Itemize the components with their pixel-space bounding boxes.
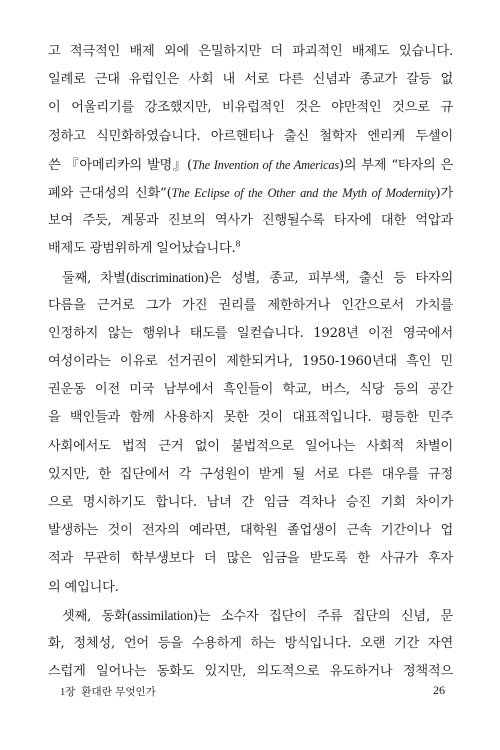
text-line — [48, 94, 453, 122]
text-run: 폐와 근대성의 신화”( — [48, 185, 172, 201]
text-run: 스럽게 일어나는 동화도 있지만, 의도적으로 유도하거나 정책적으 — [48, 664, 453, 680]
text-line — [48, 235, 453, 263]
text-run: )가 — [435, 185, 453, 201]
text-run: 이 어울리기를 강조했지만, 비유럽적인 것은 야만적인 것으로 규 — [48, 100, 453, 116]
text-run: 권운동 이전 미국 남부에서 흑인들이 학교, 버스, 식당 등의 공간 — [48, 382, 453, 398]
text-run: 적과 무관히 학부생보다 더 많은 임금을 받도록 한 사규가 후자 — [48, 551, 453, 567]
text-line — [48, 151, 453, 179]
italic-title: The Eclipse of the Other and the Myth of Modernity — [171, 185, 436, 200]
text-run: 으로 명시하기도 합니다. 남녀 간 임금 격차나 승진 기회 차이가 — [48, 495, 453, 510]
chapter-title: 환대란 무엇인가 — [81, 686, 156, 698]
english-term: discrimination — [130, 269, 204, 285]
text-line — [48, 404, 453, 432]
text-run: )은 성별, 종교, 피부색, 출신 등 타자의 — [203, 270, 453, 286]
text-line — [48, 658, 453, 686]
text-line — [48, 461, 453, 489]
text-line — [48, 545, 453, 573]
text-run: 다름을 근거로 그가 가진 권리를 제한하거나 인간으로서 가치를 — [48, 297, 453, 313]
text-run: 발생하는 것이 전자의 예라면, 대학원 졸업생이 근속 기간이나 업 — [48, 523, 453, 539]
text-line — [48, 517, 453, 545]
text-line — [48, 38, 453, 66]
text-line — [48, 292, 453, 320]
text-run: 쓴 『아메리카의 발명』( — [48, 157, 192, 173]
text-line — [48, 207, 453, 235]
english-term: assimilation — [131, 607, 193, 623]
text-run: 셋째, 동화( — [62, 608, 132, 624]
text-run: 일례로 근대 유럽인은 사회 내 서로 다른 신념과 종교가 갈등 없 — [48, 72, 453, 88]
running-footer-chapter — [60, 684, 156, 699]
italic-title: The Invention of the Americas — [191, 157, 339, 172]
text-run: 보여 주듯, 계몽과 진보의 역사가 진행될수록 타자에 대한 억압과 — [48, 213, 453, 229]
text-line — [48, 433, 453, 461]
text-line — [48, 574, 453, 602]
text-line — [48, 320, 453, 348]
page-footer — [60, 684, 445, 702]
text-run: 사회에서도 법적 근거 없이 불법적으로 일어나는 사회적 차별이 — [48, 438, 453, 454]
text-run: 을 백인들과 함께 사용하지 못한 것이 대표적입니다. 평등한 민주 — [48, 410, 453, 426]
text-line — [48, 264, 453, 292]
text-run: 여성이라는 이유로 선거권이 제한되거나, 1950-1960년대 흑인 민 — [48, 354, 453, 370]
body-text — [48, 38, 453, 686]
text-run: 인정하지 않는 행위나 태도를 일컫습니다. 1928년 이전 영국에서 — [48, 325, 453, 341]
text-run: 배제도 광범위하게 일어났습니다. — [48, 241, 236, 257]
text-line — [48, 179, 453, 207]
chapter-number: 1장 — [60, 687, 76, 698]
page-number: 26 — [433, 683, 445, 697]
text-run: 정하고 식민화하였습니다. 아르헨티나 출신 철학자 엔리케 두셀이 — [48, 128, 453, 144]
text-run: 고 적극적인 배제 외에 은밀하지만 더 파괴적인 배제도 있습니다. — [48, 44, 453, 59]
footnote-marker: 8 — [235, 239, 241, 249]
text-run: 있지만, 한 집단에서 각 구성원이 받게 될 서로 다른 대우를 규정 — [48, 466, 453, 482]
text-line — [48, 123, 453, 151]
text-line — [48, 489, 453, 517]
text-run: 의 예입니다. — [48, 579, 119, 595]
text-run: )는 소수자 집단이 주류 집단의 신념, 문 — [192, 608, 453, 624]
text-run: 둘째, 차별( — [62, 270, 131, 286]
text-line — [48, 66, 453, 94]
text-line — [48, 630, 453, 658]
text-run: )의 부제 “타자의 은 — [338, 157, 453, 173]
text-line — [48, 376, 453, 404]
text-line — [48, 348, 453, 376]
text-line — [48, 602, 453, 630]
text-run: 화, 정체성, 언어 등을 수용하게 하는 방식입니다. 오랜 기간 자연 — [48, 635, 453, 651]
